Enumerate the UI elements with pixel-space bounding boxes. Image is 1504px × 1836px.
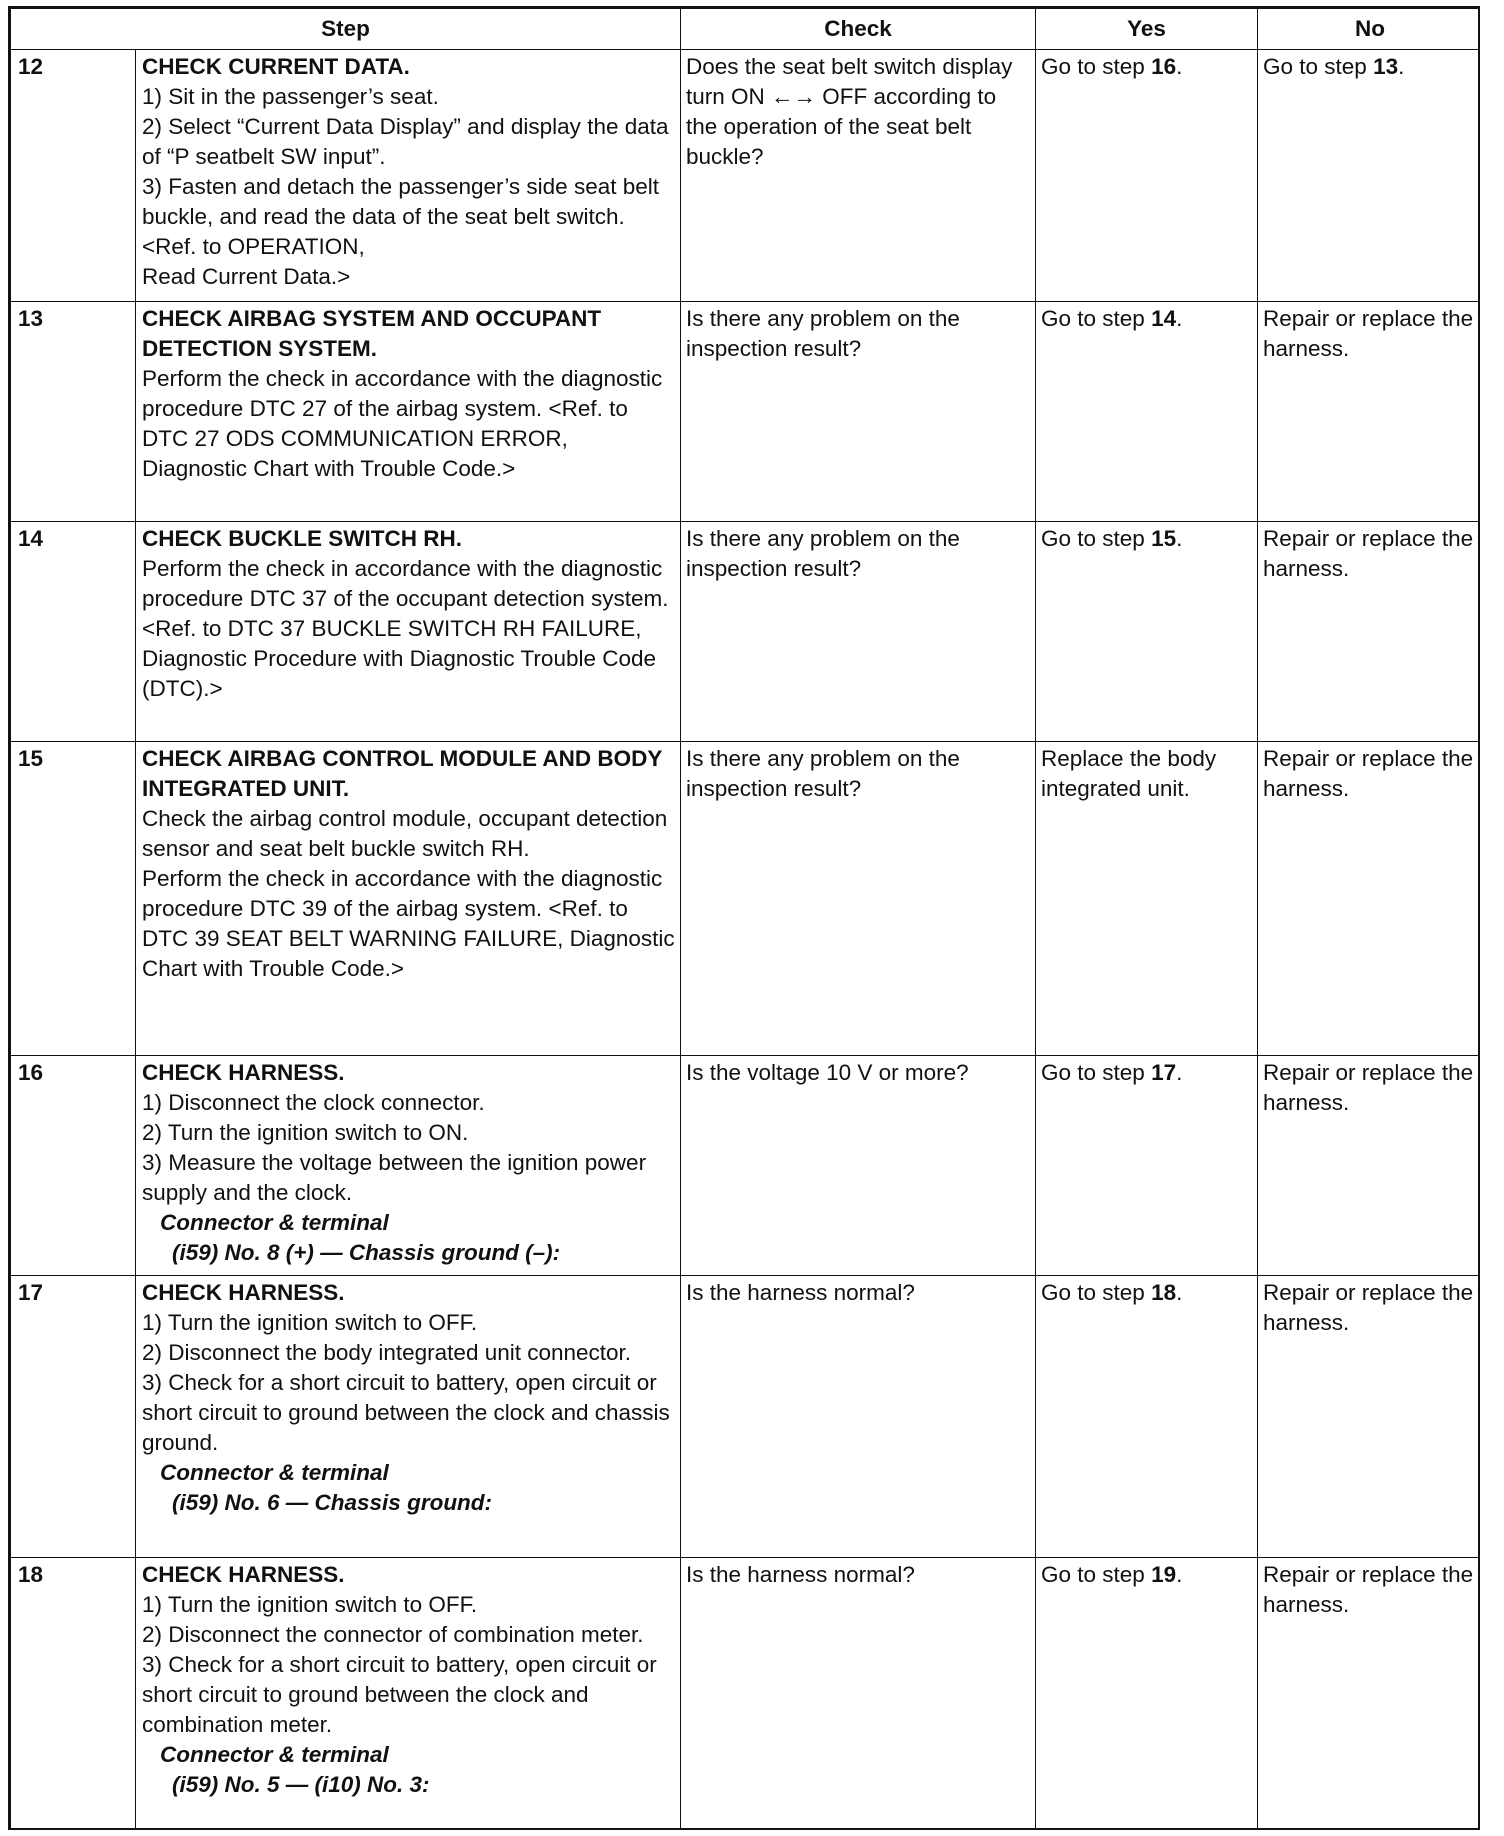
terminal-spec: (i59) No. 5 — (i10) No. 3:: [172, 1772, 430, 1797]
yes-step-link[interactable]: 14: [1151, 306, 1177, 331]
step-title: CHECK HARNESS.: [142, 1562, 345, 1587]
step-description: [136, 50, 681, 302]
check-question: Is there any problem on the inspection result?: [681, 742, 1036, 1056]
step-description: [136, 742, 681, 1056]
connector-label: Connector & terminal: [160, 1210, 389, 1235]
yes-text: Go to step: [1041, 1280, 1152, 1305]
no-text: Repair or replace the harness.: [1263, 306, 1474, 361]
no-text: Repair or replace the harness.: [1263, 1562, 1474, 1617]
terminal-spec: (i59) No. 6 — Chassis ground:: [172, 1490, 493, 1515]
step-instruction: 3) Check for a short circuit to battery, open circuit or short circuit to ground between the clock and chassis ground.: [142, 1370, 670, 1455]
no-action: [1258, 742, 1480, 1056]
table-row: [11, 1276, 1481, 1558]
yes-action: [1036, 522, 1258, 742]
step-number: 18: [11, 1558, 136, 1831]
step-description: [136, 522, 681, 742]
step-number: 12: [11, 50, 136, 302]
no-action: [1258, 50, 1480, 302]
step-description: [136, 1276, 681, 1558]
step-instruction: 3) Fasten and detach the passenger’s side seat belt buckle, and read the data of the seat belt switch. <Ref. to OPERATION,: [142, 174, 660, 259]
yes-step-link[interactable]: 17: [1151, 1060, 1177, 1085]
yes-step-link[interactable]: 16: [1151, 54, 1177, 79]
step-number: 15: [11, 742, 136, 1056]
yes-action: [1036, 742, 1258, 1056]
step-title: CHECK CURRENT DATA.: [142, 54, 410, 79]
no-text: Repair or replace the harness.: [1263, 1280, 1474, 1335]
check-question: Is the harness normal?: [681, 1276, 1036, 1558]
step-description: [136, 1558, 681, 1831]
diagnostic-table-page: [8, 6, 1480, 1830]
yes-step-link[interactable]: 15: [1151, 526, 1177, 551]
yes-text: Go to step: [1041, 1562, 1152, 1587]
yes-action: [1036, 302, 1258, 522]
check-question: Is there any problem on the inspection result?: [681, 522, 1036, 742]
no-action: [1258, 302, 1480, 522]
no-text: Repair or replace the harness.: [1263, 746, 1474, 801]
table-row: [11, 1558, 1481, 1831]
step-instruction: Perform the check in accordance with the diagnostic procedure DTC 39 of the airbag system. <Ref. to DTC 39 SEAT BELT WARNING FAILURE, Diagnostic Chart with Trouble Code.>: [142, 866, 675, 981]
no-header: No: [1258, 9, 1480, 50]
yes-step-link[interactable]: 18: [1151, 1280, 1177, 1305]
yes-header: Yes: [1036, 9, 1258, 50]
table-row: [11, 302, 1481, 522]
no-suffix: .: [1398, 54, 1405, 79]
yes-action: [1036, 1056, 1258, 1276]
step-instruction: 1) Turn the ignition switch to OFF.: [142, 1310, 478, 1335]
connector-label: Connector & terminal: [160, 1460, 389, 1485]
step-number: 13: [11, 302, 136, 522]
step-instruction: Read Current Data.>: [142, 264, 351, 289]
step-instruction: 1) Sit in the passenger’s seat.: [142, 84, 439, 109]
yes-suffix: .: [1176, 1562, 1183, 1587]
step-instruction: Check the airbag control module, occupant detection sensor and seat belt buckle switch RH.: [142, 806, 668, 861]
step-instruction: 1) Disconnect the clock connector.: [142, 1090, 485, 1115]
no-action: [1258, 1558, 1480, 1831]
table-row: [11, 522, 1481, 742]
no-step-link[interactable]: 13: [1373, 54, 1399, 79]
yes-suffix: .: [1176, 1060, 1183, 1085]
no-action: [1258, 1276, 1480, 1558]
check-question: Is the harness normal?: [681, 1558, 1036, 1831]
yes-text: Replace the body integrated unit.: [1041, 746, 1217, 801]
check-question: Does the seat belt switch display turn ON ←→ OFF according to the operation of the seat belt buckle?: [681, 50, 1036, 302]
connector-label: Connector & terminal: [160, 1742, 389, 1767]
table-row: [11, 1056, 1481, 1276]
step-description: [136, 302, 681, 522]
yes-text: Go to step: [1041, 54, 1152, 79]
step-header: Step: [11, 9, 681, 50]
header-row: [11, 9, 1481, 50]
yes-action: [1036, 50, 1258, 302]
table-row: [11, 50, 1481, 302]
no-text: Repair or replace the harness.: [1263, 526, 1474, 581]
yes-suffix: .: [1176, 306, 1183, 331]
step-instruction: 2) Select “Current Data Display” and display the data of “P seatbelt SW input”.: [142, 114, 669, 169]
no-action: [1258, 522, 1480, 742]
step-instruction: Perform the check in accordance with the diagnostic procedure DTC 27 of the airbag system. <Ref. to DTC 27 ODS COMMUNICATION ERROR, Diagnostic Chart with Trouble Code.>: [142, 366, 663, 481]
step-title: CHECK HARNESS.: [142, 1280, 345, 1305]
step-number: 14: [11, 522, 136, 742]
step-instruction: 3) Measure the voltage between the ignition power supply and the clock.: [142, 1150, 647, 1205]
no-action: [1258, 1056, 1480, 1276]
step-instruction: 2) Disconnect the body integrated unit connector.: [142, 1340, 632, 1365]
terminal-spec: (i59) No. 8 (+) — Chassis ground (–):: [172, 1240, 561, 1265]
step-title: CHECK AIRBAG SYSTEM AND OCCUPANT DETECTION SYSTEM.: [142, 306, 602, 361]
step-description: [136, 1056, 681, 1276]
yes-text: Go to step: [1041, 306, 1152, 331]
step-number: 17: [11, 1276, 136, 1558]
check-question: Is there any problem on the inspection result?: [681, 302, 1036, 522]
step-title: CHECK BUCKLE SWITCH RH.: [142, 526, 462, 551]
check-header: Check: [681, 9, 1036, 50]
check-question: Is the voltage 10 V or more?: [681, 1056, 1036, 1276]
yes-action: [1036, 1276, 1258, 1558]
yes-suffix: .: [1176, 54, 1183, 79]
no-text: Go to step: [1263, 54, 1374, 79]
step-title: CHECK AIRBAG CONTROL MODULE AND BODY INTEGRATED UNIT.: [142, 746, 663, 801]
yes-action: [1036, 1558, 1258, 1831]
yes-suffix: .: [1176, 1280, 1183, 1305]
step-instruction: 1) Turn the ignition switch to OFF.: [142, 1592, 478, 1617]
step-instruction: 2) Disconnect the connector of combination meter.: [142, 1622, 644, 1647]
step-instruction: Perform the check in accordance with the diagnostic procedure DTC 37 of the occupant detection system. <Ref. to DTC 37 BUCKLE SWITCH RH FAILURE, Diagnostic Procedure with Diagnostic Trouble Code (DTC).>: [142, 556, 669, 701]
step-title: CHECK HARNESS.: [142, 1060, 345, 1085]
step-instruction: 3) Check for a short circuit to battery, open circuit or short circuit to ground between the clock and combination meter.: [142, 1652, 657, 1737]
yes-text: Go to step: [1041, 526, 1152, 551]
step-instruction: 2) Turn the ignition switch to ON.: [142, 1120, 469, 1145]
no-text: Repair or replace the harness.: [1263, 1060, 1474, 1115]
table-row: [11, 742, 1481, 1056]
yes-step-link[interactable]: 19: [1151, 1562, 1177, 1587]
yes-suffix: .: [1176, 526, 1183, 551]
step-number: 16: [11, 1056, 136, 1276]
yes-text: Go to step: [1041, 1060, 1152, 1085]
diagnostic-table: [10, 8, 1480, 1830]
